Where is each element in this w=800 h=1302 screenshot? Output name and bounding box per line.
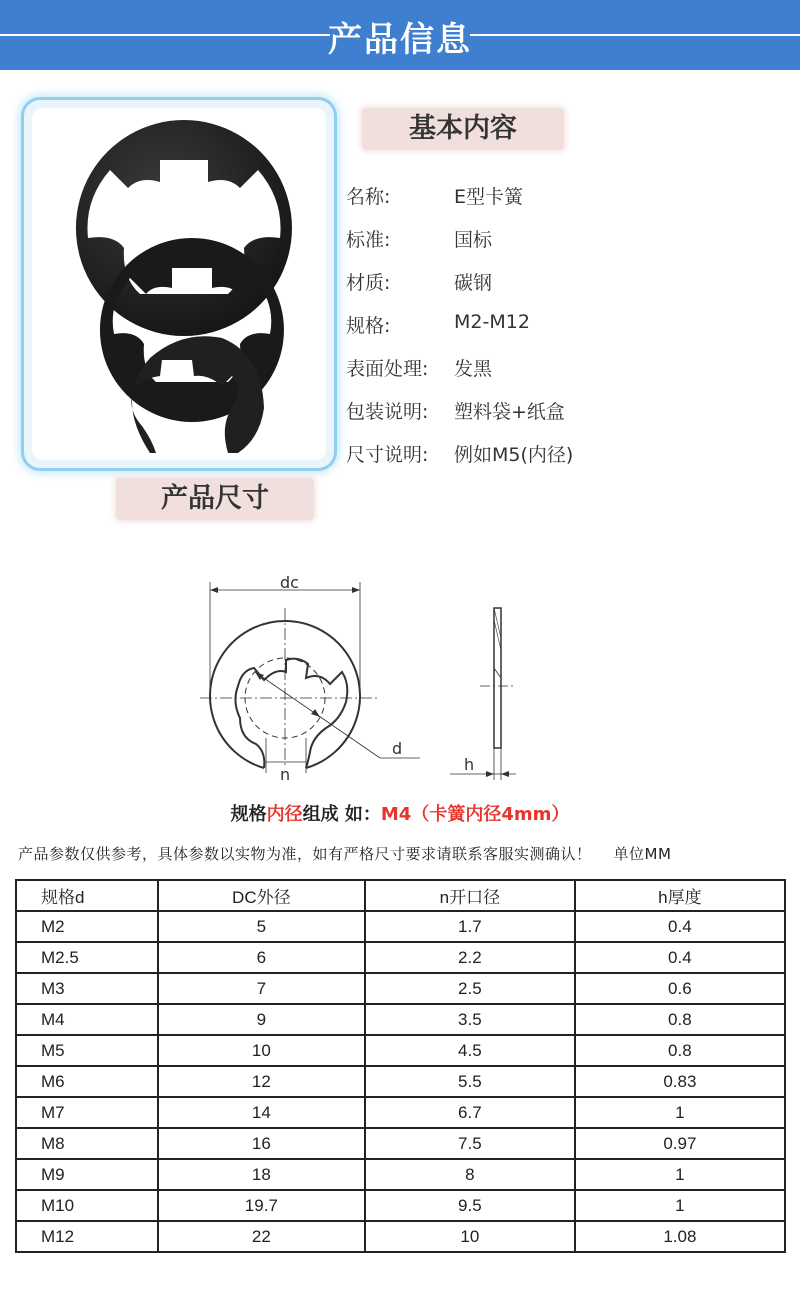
cell-n: 1.7 [365,911,575,942]
info-value: 例如M5(内径) [454,444,574,466]
cell-spec: M9 [16,1159,158,1190]
header-spec-d: 规格d [16,880,158,911]
table-row [16,911,785,942]
caption-example: M4（卡簧内径4mm） [380,804,570,825]
cell-n: 9.5 [365,1190,575,1221]
cell-n: 8 [365,1159,575,1190]
info-value: 塑料袋+纸盒 [454,401,565,423]
cell-dc: 9 [158,1004,365,1035]
cell-spec: M4 [16,1004,158,1035]
cell-h: 0.8 [575,1004,785,1035]
basic-content-heading: 基本内容 [362,108,564,150]
info-label: 材质: [346,272,391,294]
table-row [16,1190,785,1221]
cell-spec: M12 [16,1221,158,1252]
cell-h: 0.4 [575,942,785,973]
info-value: 碳钢 [454,272,493,294]
table-row [16,1035,785,1066]
cell-n: 2.2 [365,942,575,973]
table-row [16,1066,785,1097]
table-row [16,1159,785,1190]
info-label: 表面处理: [346,358,429,380]
cell-h: 0.97 [575,1128,785,1159]
cell-dc: 5 [158,911,365,942]
table-row [16,942,785,973]
cell-h: 1 [575,1159,785,1190]
cell-n: 3.5 [365,1004,575,1035]
product-photo [32,108,326,460]
info-value: E型卡簧 [454,186,524,208]
cell-h: 0.4 [575,911,785,942]
cell-n: 10 [365,1221,575,1252]
cell-spec: M7 [16,1097,158,1128]
cell-spec: M6 [16,1066,158,1097]
dim-label-dc: dc [280,573,299,592]
disclaimer-text: 产品参数仅供参考，具体参数以实物为准，如有严格尺寸要求请联系客服实测确认！ [18,845,592,863]
caption-part: 组成 如： [302,804,381,825]
cell-h: 0.83 [575,1066,785,1097]
info-label: 尺寸说明: [346,444,429,466]
disclaimer-note [18,843,671,864]
dim-label-h: h [464,755,475,774]
table-row [16,1004,785,1035]
info-value: 国标 [454,229,493,251]
info-label: 名称: [346,186,391,208]
cell-dc: 18 [158,1159,365,1190]
caption-part: 规格 [230,804,267,825]
e-clip-image [32,108,326,460]
dim-label-d: d [392,739,403,758]
spec-caption [0,800,800,826]
cell-h: 0.6 [575,973,785,1004]
cell-spec: M2 [16,911,158,942]
cell-dc: 19.7 [158,1190,365,1221]
cell-spec: M3 [16,973,158,1004]
info-value: M2-M12 [454,311,530,333]
info-label: 规格: [346,315,391,337]
cell-dc: 22 [158,1221,365,1252]
caption-highlight: 内径 [266,804,303,825]
cell-n: 7.5 [365,1128,575,1159]
cell-dc: 10 [158,1035,365,1066]
product-photo-card [24,100,334,468]
cell-h: 1.08 [575,1221,785,1252]
header-h: h厚度 [575,880,785,911]
cell-spec: M8 [16,1128,158,1159]
cell-n: 5.5 [365,1066,575,1097]
header-dc: DC外径 [158,880,365,911]
table-header-row [16,880,785,911]
cell-n: 6.7 [365,1097,575,1128]
cell-spec: M10 [16,1190,158,1221]
cell-n: 4.5 [365,1035,575,1066]
table-row [16,973,785,1004]
technical-drawing [180,568,540,788]
cell-dc: 6 [158,942,365,973]
cell-spec: M2.5 [16,942,158,973]
info-label: 包装说明: [346,401,429,423]
header-banner [0,0,800,70]
cell-h: 1 [575,1097,785,1128]
spec-table [15,879,786,1253]
cell-n: 2.5 [365,973,575,1004]
header-n: n开口径 [365,880,575,911]
info-label: 标准: [346,229,391,251]
dim-label-n: n [280,765,291,784]
cell-dc: 12 [158,1066,365,1097]
cell-dc: 14 [158,1097,365,1128]
page-title: 产品信息 [328,20,472,60]
cell-dc: 7 [158,973,365,1004]
info-value: 发黑 [454,358,493,380]
e-clip-drawing [180,568,540,788]
table-row [16,1097,785,1128]
unit-label: 单位MM [613,845,672,863]
cell-dc: 16 [158,1128,365,1159]
cell-h: 0.8 [575,1035,785,1066]
cell-spec: M5 [16,1035,158,1066]
cell-h: 1 [575,1190,785,1221]
product-size-heading: 产品尺寸 [116,478,314,520]
table-row [16,1221,785,1252]
table-row [16,1128,785,1159]
